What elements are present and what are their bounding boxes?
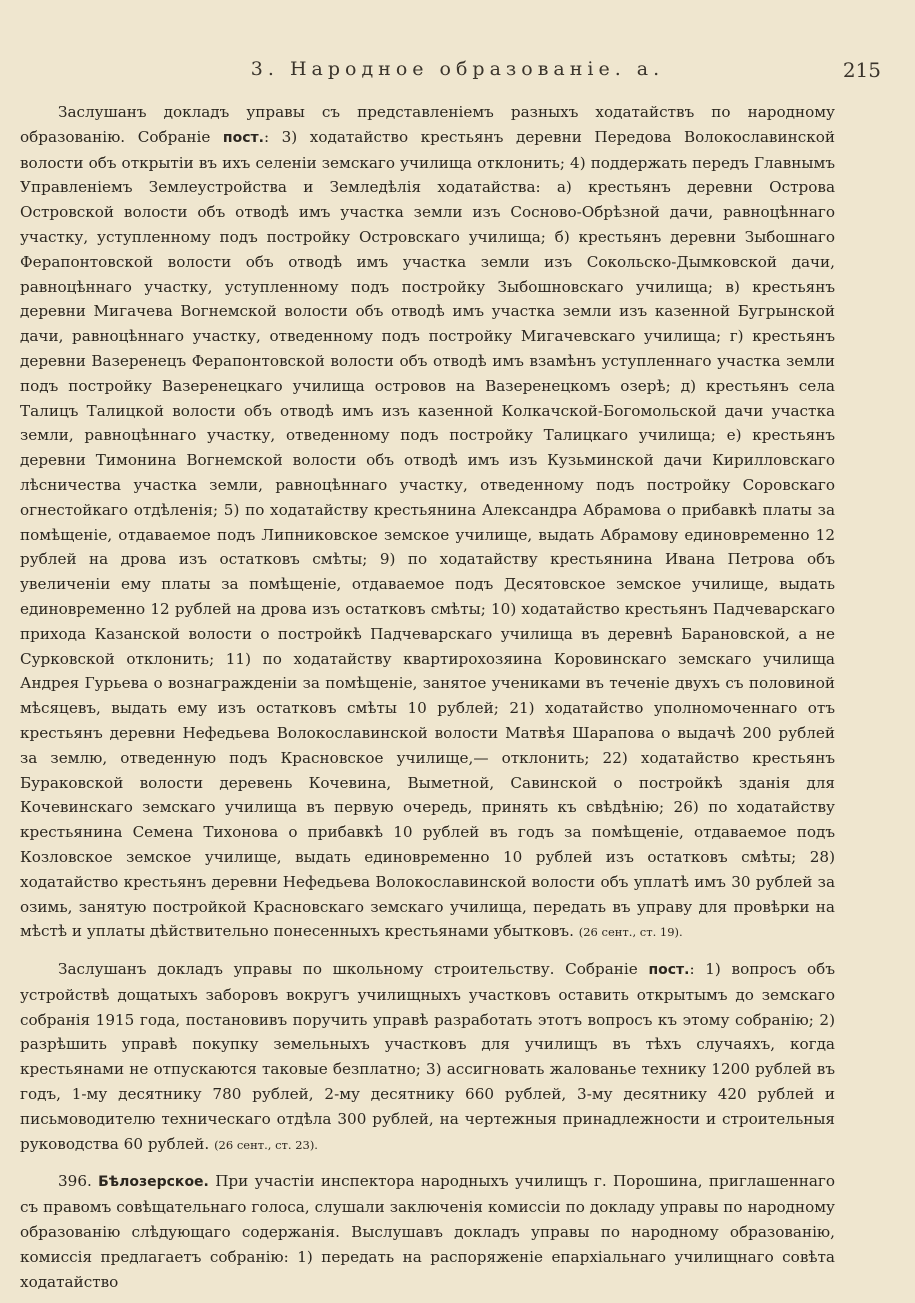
paragraph-3: [20, 1169, 835, 1294]
paragraph-1-text-b: : 3) ходатайство крестьянъ деревни Передова Волокославинской волости объ открытіи въ ихъ селеніи земскаго училища отклонить; 4) поддержать передъ Главнымъ Управленіемъ Землеустройства и Земледѣлія ходатайства: а) крестьянъ деревни Острова Островской волости объ отводѣ имъ участка земли изъ Сосново-Обрѣзной дачи, равноцѣннаго участку, уступленному подъ постройку Островскаго училища; б) крестьянъ деревни Зыбошнаго Ферапонтовской волости объ отводѣ имъ участка земли изъ Сокольско-Дымковской дачи, равноцѣннаго участку, уступленному подъ постройку Зыбошновскаго училища; в) крестьянъ деревни Мигачева Вогнемской волости объ отводѣ имъ участка земли изъ казенной Бугрынской дачи, равноцѣннаго участку, отведенному подъ постройку Мигачевскаго училища; г) крестьянъ деревни Вазеренецъ Ферапонтовской волости объ отводѣ имъ взамѣнъ уступленнаго участка земли подъ постройку Вазеренецкаго училища островов на Вазеренецкомъ озерѣ; д) крестьянъ села Талицъ Талицкой волости объ отводѣ имъ изъ казенной Колкачской-Богомольской дачи участка земли, равноцѣннаго участку, отведенному подъ постройку Талицкаго училища; е) крестьянъ деревни Тимонина Вогнемской волости объ отводѣ имъ изъ Кузьминской дачи Кирилловскаго лѣсничества участка земли, равноцѣннаго участку, отведенному подъ постройку Соровскаго огнестойкаго отдѣленія; 5) по ходатайству крестьянина Александра Абрамова о прибавкѣ платы за помѣщеніе, отдаваемое подъ Липниковское земское училище, выдать Абрамову единовременно 12 рублей на дрова изъ остатковъ смѣты; 9) по ходатайству крестьянина Ивана Петрова объ увеличеніи ему платы за помѣщеніе, отдаваемое подъ Десятовское земское училище, выдать единовременно 12 рублей на дрова изъ остатковъ смѣты; 10) ходатайство крестьянъ Падчеварскаго прихода Казанской волости о постройкѣ Падчеварскаго училища въ деревнѣ Барановской, а не Сурковской отклонить; 11) по ходатайству квартирохозяина Коровинскаго земскаго училища Андрея Гурьева о вознагражденіи за помѣщеніе, занятое учениками въ теченіе двухъ съ половиной мѣсяцевъ, выдать ему изъ остатковъ смѣты 10 рублей; 21) ходатайство уполномоченнаго отъ крестьянъ деревни Нефедьева Волокославинской волости Матвѣя Шарапова о выдачѣ 200 рублей за землю, отведенную подъ Красновское училище,— отклонить; 22) ходатайство крестьянъ Бураковской волости деревень Кочевина, Выметной, Савинской о постройкѣ зданія для Кочевинскаго земскаго училища въ первую очередь, принять къ свѣдѣнію; 26) по ходатайству крестьянина Семена Тихонова о прибавкѣ 10 рублей въ годъ за помѣщеніе, отдаваемое подъ Козловское земское училище, выдать единовременно 10 рублей изъ остатковъ смѣты; 28) ходатайство крестьянъ деревни Нефедьева Волокославинской волости объ уплатѣ имъ 30 рублей за озимь, занятую постройкой Красновскаго земскаго училища, передать въ управу для провѣрки на мѣстѣ и уплаты дѣйствительно понесенныхъ крестьянами убытковъ.: [20, 127, 835, 941]
paragraph-3-text-b: При участіи инспектора народныхъ училищъ г. Порошина, приглашеннаго съ правомъ совѣщательнаго голоса, слушали заключенія комиссіи по докладу управы по народному образованію слѣдующаго содержанія. Выслушавъ докладъ управы по народному образованію, комиссія предлагаетъ собранію: 1) передать на распоряженіе епархіальнаго училищнаго совѣта ходатайство: [20, 1172, 835, 1291]
paragraph-1: [20, 100, 835, 945]
paragraph-3-zemstvo-label: Бѣлозерское.: [98, 1174, 209, 1191]
running-title: 3. Народное образованіе. а.: [250, 58, 665, 80]
paragraph-2: [20, 957, 835, 1157]
paragraph-2-text-a: Заслушанъ докладъ управы по школьному строительству. Собраніе: [58, 960, 649, 979]
paragraph-2-text-b: : 1) вопросъ объ устройствѣ дощатыхъ заборовъ вокругъ училищныхъ участковъ оставить открытымъ до земскаго собранія 1915 года, постановивъ поручить управѣ разработать этотъ вопросъ къ этому собранію; 2) разрѣшить управѣ покупку земельныхъ участковъ для училищъ въ тѣхъ случаяхъ, когда крестьянами не отпускаются таковые безплатно; 3) ассигновать жалованье технику 1200 рублей въ годъ, 1-му десятнику 780 рублей, 2-му десятнику 660 рублей, 3-му десятнику 420 рублей и письмоводителю техническаго отдѣла 300 рублей, на чертежныя принадлежности и строительныя руководства 60 рублей.: [20, 960, 835, 1153]
paragraph-2-resolution-label: пост.: [648, 962, 690, 979]
paragraph-1-text-a: Заслушанъ докладъ управы съ представленіемъ разныхъ ходатайствъ по народному образованію. Собраніе: [20, 103, 835, 146]
page-body: [20, 100, 835, 1294]
paragraph-2-reference: (26 сент., ст. 23).: [214, 1137, 318, 1152]
page-number: 215: [842, 58, 881, 82]
paragraph-1-resolution-label: пост.: [222, 129, 264, 146]
page-header: [20, 58, 895, 92]
paragraph-1-reference: (26 сент., ст. 19).: [578, 925, 683, 940]
paragraph-3-number: 396.: [58, 1172, 99, 1191]
